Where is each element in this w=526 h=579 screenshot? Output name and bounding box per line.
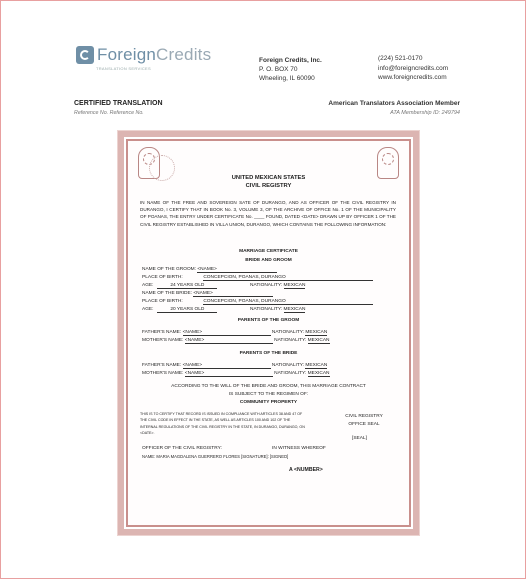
company-logo: [76, 45, 211, 65]
company-name: Foreign Credits, Inc.: [259, 57, 322, 64]
groom-mother-row: MOTHER'S NAME: <NAME> NATIONALITY: MEXICAN: [142, 338, 330, 343]
bride-age: 20 YEARS OLD: [157, 307, 217, 313]
groom-name: <NAME>: [197, 267, 277, 273]
company-city: Wheeling, IL 60090: [259, 75, 315, 82]
bride-age-row: AGE: 20 YEARS OLD NATIONALITY: MEXICAN: [142, 307, 306, 312]
reference-number: Reference No. Reference No.: [74, 110, 144, 116]
bride-nationality: MEXICAN: [283, 307, 306, 312]
groom-pob: CONCEPCION, POANAS, DURANGO: [203, 275, 373, 281]
phone: (224) 521-0170: [378, 55, 423, 62]
bride-mother-row: MOTHER'S NAME: <NAME> NATIONALITY: MEXICAN: [142, 371, 330, 376]
email: info@foreigncredits.com: [378, 64, 449, 72]
will-statement: ACCORDING TO THE WILL OF THE BRIDE AND GROOM, THIS MARRIAGE CONTRACT: [171, 384, 366, 389]
website: www.foreigncredits.com: [378, 74, 447, 81]
bride-groom-title: BRIDE AND GROOM: [245, 258, 292, 263]
bride-name: <NAME>: [193, 291, 273, 297]
bride-pob: CONCEPCION, POANAS, DURANGO: [203, 299, 373, 305]
logo-icon: [76, 46, 94, 64]
ata-membership-id: ATA Membership ID: 249794: [390, 110, 460, 116]
marriage-title: MARRIAGE CERTIFICATE: [239, 249, 298, 254]
groom-name-row: NAME OF THE GROOM: <NAME>: [142, 267, 277, 273]
officer-label: OFFICER OF THE CIVIL REGISTRY:: [142, 446, 222, 451]
groom-pob-row: PLACE OF BIRTH: CONCEPCION, POANAS, DURANGO: [142, 275, 373, 281]
office-seal-label: CIVIL REGISTRY OFFICE SEAL: [345, 414, 383, 427]
certificate-number: A <NUMBER>: [289, 467, 323, 473]
po-box: P. O. BOX 70: [259, 66, 298, 73]
registry-heading: CIVIL REGISTRY: [245, 183, 292, 189]
groom-age-row: AGE: 24 YEARS OLD NATIONALITY: MEXICAN: [142, 283, 306, 288]
witness-text: IN WITNESS WHEREOF: [272, 446, 326, 451]
logo-tagline: TRANSLATION SERVICES: [96, 66, 151, 71]
regimen-value: COMMUNITY PROPERTY: [239, 400, 298, 405]
company-contact: [378, 54, 448, 83]
bride-father-row: FATHER'S NAME: <NAME> NATIONALITY: MEXICAN: [142, 363, 328, 368]
seal-mark: [SEAL]: [352, 436, 367, 441]
officer-name: NAME: MARIA MAGDALENA GUERRERO FLORES [SIGNATURE]: [SIGNED]: [142, 454, 289, 459]
bride-name-row: NAME OF THE BRIDE: <NAME>: [142, 291, 273, 297]
bride-pob-row: PLACE OF BIRTH: CONCEPCION, POANAS, DURANGO: [142, 299, 373, 305]
groom-father-row: FATHER'S NAME: <NAME> NATIONALITY: MEXICAN: [142, 330, 328, 335]
compliance-text: THIS IS TO CERTIFY THAT RECORD IS ISSUED IN COMPLIANCE WITH ARTICLES 38 AND 47 OF THE CIVIL CODE IN EFFECT IN THE STATE, AS WELL AS ARTICLES 100 AND 102 OF THE INTERNAL REGULATIONS OF THE CIVIL REGISTRY IN THE STATE, IN DURANGO, DURANGO, ON <DATE>.: [140, 412, 305, 435]
parents-groom-title: PARENTS OF THE GROOM: [237, 318, 300, 323]
ata-membership: American Translators Association Member: [328, 100, 460, 107]
groom-nationality: MEXICAN: [283, 283, 306, 288]
parents-bride-title: PARENTS OF THE BRIDE: [239, 351, 298, 356]
groom-age: 24 YEARS OLD: [157, 283, 217, 289]
intro-paragraph: IN NAME OF THE FREE AND SOVEREIGN SATE OF DURANGO, AND AS OFFICER OF THE CIVIL REGISTRY IN DURANGO, I CERTIFY THAT IN BOOK No. 3, VOLUME 3, OF THE ARCHIVE OF OFFICE No. 1 OF THE MUNICIPALITY OF POANAS, THE ENTRY UNDER CERTIFICATE No. ____ FOUND, DATED <DATE> DRAWN UP BY OFFICER 1 OF THE CIVIL REGISTRY ESTABLISHED IN VILLA UNION, DURANGO, WHICH CONTAINS THE FOLLOWING INFORMATION:: [140, 200, 396, 227]
company-address: [259, 56, 322, 83]
marriage-certificate: [118, 131, 419, 535]
state-heading: UNITED MEXICAN STATES: [231, 175, 306, 181]
document-title: CERTIFIED TRANSLATION: [74, 100, 163, 107]
will-statement-2: IS SUBJECT TO THE REGIMEN OF:: [228, 392, 309, 397]
logo-text: ForeignCredits: [97, 45, 212, 64]
